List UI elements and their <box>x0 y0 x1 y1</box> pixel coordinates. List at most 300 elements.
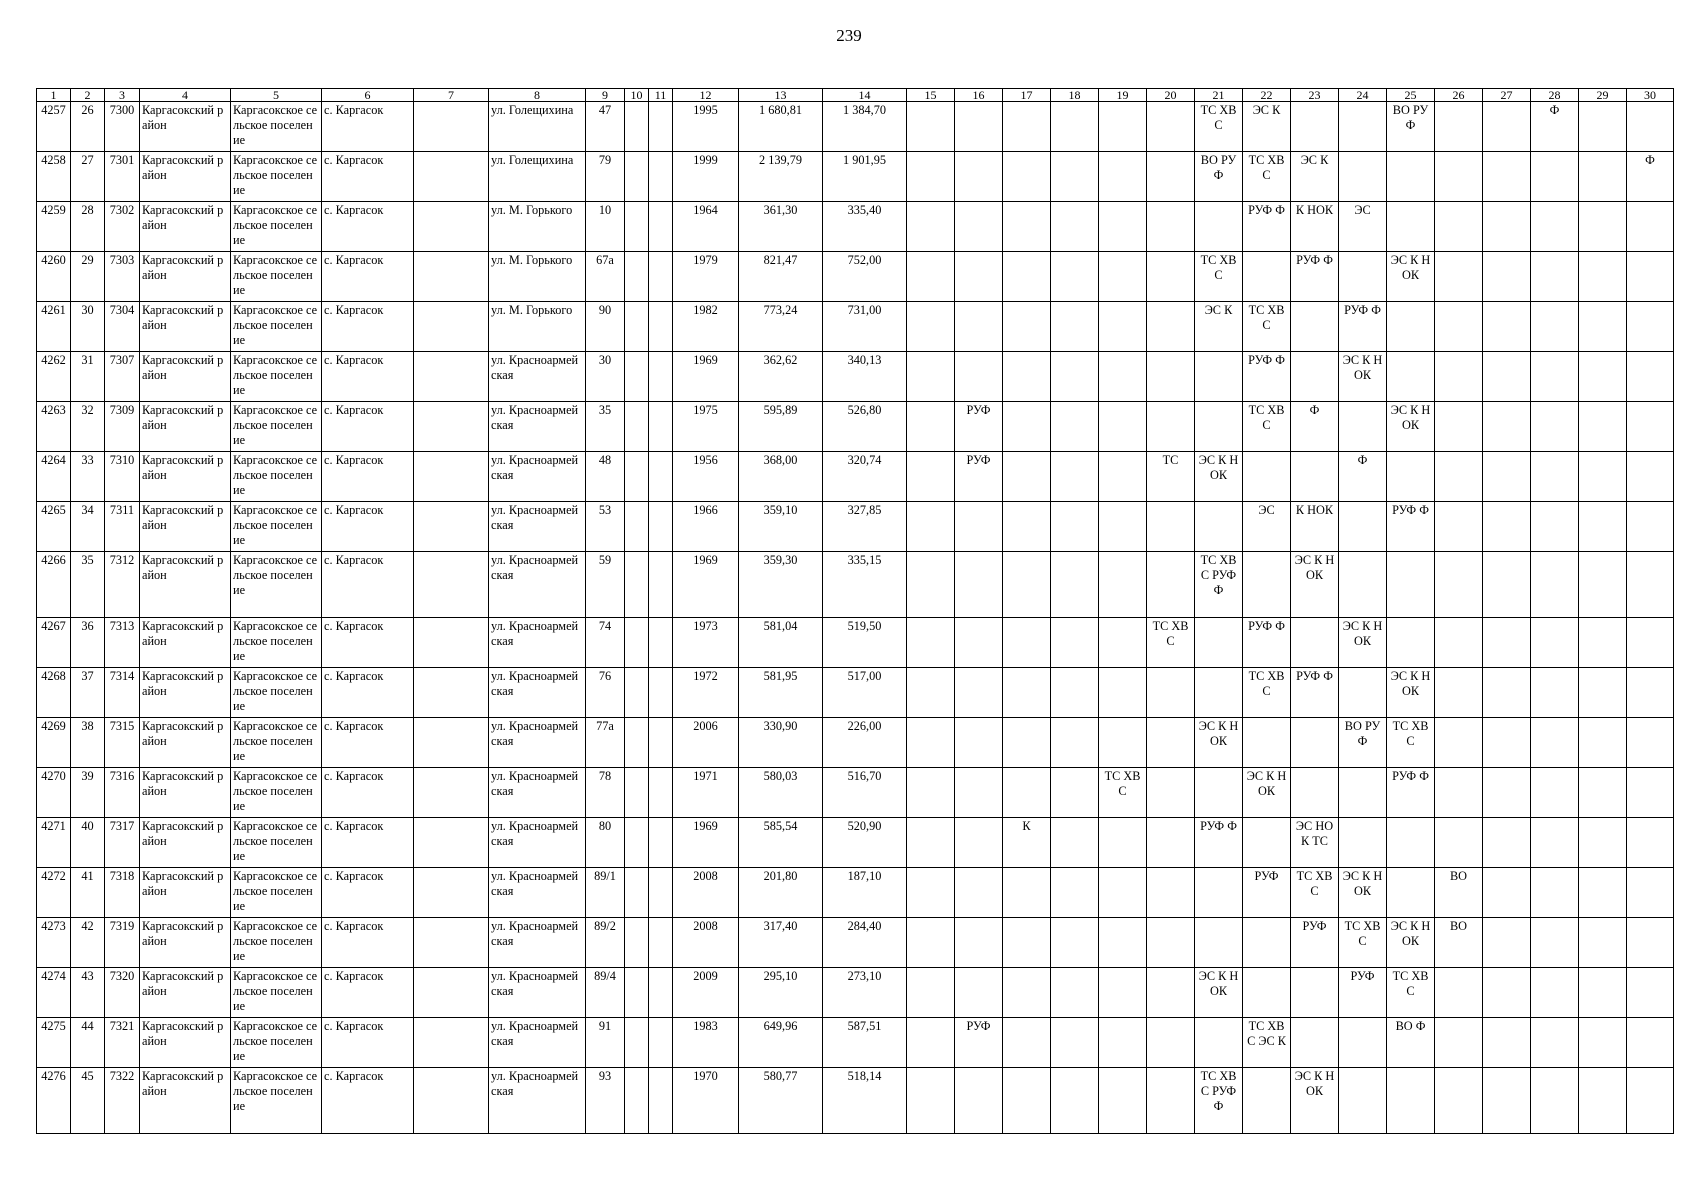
work-type-cell-col-16 <box>955 818 1003 868</box>
code-cell: 7321 <box>105 1018 140 1068</box>
empty-cell <box>649 452 673 502</box>
work-type-cell-col-16 <box>955 968 1003 1018</box>
table-row <box>37 452 1674 502</box>
index-cell: 37 <box>71 668 105 718</box>
work-type-cell-col-29 <box>1579 1018 1627 1068</box>
work-type-cell-col-28 <box>1531 1018 1579 1068</box>
empty-cell <box>649 302 673 352</box>
table-row <box>37 202 1674 252</box>
work-type-cell-col-22: РУФ Ф <box>1243 352 1291 402</box>
work-type-cell-col-20 <box>1147 718 1195 768</box>
empty-cell <box>414 302 489 352</box>
row-number-cell: 4265 <box>37 502 71 552</box>
index-cell: 34 <box>71 502 105 552</box>
total-area-cell: 368,00 <box>739 452 823 502</box>
empty-cell <box>414 252 489 302</box>
empty-cell <box>625 918 649 968</box>
total-area-cell: 359,30 <box>739 552 823 618</box>
living-area-cell: 516,70 <box>823 768 907 818</box>
work-type-cell-col-30 <box>1627 302 1674 352</box>
work-type-cell-col-30 <box>1627 252 1674 302</box>
work-type-cell-col-30 <box>1627 918 1674 968</box>
living-area-cell: 1 384,70 <box>823 102 907 152</box>
row-number-cell: 4267 <box>37 618 71 668</box>
work-type-cell-col-24: ЭС К НОК <box>1339 868 1387 918</box>
street-cell: ул. Красноармейская <box>489 868 586 918</box>
work-type-cell-col-24 <box>1339 1068 1387 1134</box>
work-type-cell-col-26 <box>1435 102 1483 152</box>
work-type-cell-col-23: К НОК <box>1291 502 1339 552</box>
work-type-cell-col-18 <box>1051 152 1099 202</box>
empty-cell <box>414 768 489 818</box>
district-cell: Каргасокский район <box>140 968 231 1018</box>
empty-cell <box>414 618 489 668</box>
work-type-cell-col-21: ВО РУФ <box>1195 152 1243 202</box>
work-type-cell-col-24: ЭС К НОК <box>1339 352 1387 402</box>
work-type-cell-col-27 <box>1483 768 1531 818</box>
house-number-cell: 67а <box>586 252 625 302</box>
work-type-cell-col-30 <box>1627 1018 1674 1068</box>
work-type-cell-col-30 <box>1627 618 1674 668</box>
district-cell: Каргасокский район <box>140 102 231 152</box>
work-type-cell-col-18 <box>1051 868 1099 918</box>
table-row <box>37 552 1674 618</box>
work-type-cell-col-26: ВО <box>1435 918 1483 968</box>
work-type-cell-col-25: ТС ХВС <box>1387 718 1435 768</box>
column-number-header: 15 <box>907 89 955 102</box>
work-type-cell-col-29 <box>1579 1068 1627 1134</box>
index-cell: 28 <box>71 202 105 252</box>
index-cell: 36 <box>71 618 105 668</box>
code-cell: 7311 <box>105 502 140 552</box>
settlement-cell: Каргасокское сельское поселение <box>231 302 322 352</box>
column-number-header: 16 <box>955 89 1003 102</box>
work-type-cell-col-19 <box>1099 818 1147 868</box>
work-type-cell-col-26 <box>1435 352 1483 402</box>
settlement-cell: Каргасокское сельское поселение <box>231 868 322 918</box>
total-area-cell: 362,62 <box>739 352 823 402</box>
work-type-cell-col-16 <box>955 502 1003 552</box>
work-type-cell-col-20 <box>1147 202 1195 252</box>
work-type-cell-col-21 <box>1195 618 1243 668</box>
empty-cell <box>649 1018 673 1068</box>
house-number-cell: 74 <box>586 618 625 668</box>
empty-cell <box>625 968 649 1018</box>
work-type-cell-col-27 <box>1483 552 1531 618</box>
locality-cell: с. Каргасок <box>322 552 414 618</box>
work-type-cell-col-23 <box>1291 968 1339 1018</box>
work-type-cell-col-18 <box>1051 502 1099 552</box>
total-area-cell: 821,47 <box>739 252 823 302</box>
work-type-cell-col-16 <box>955 1068 1003 1134</box>
row-number-cell: 4259 <box>37 202 71 252</box>
column-number-header: 19 <box>1099 89 1147 102</box>
empty-cell <box>625 818 649 868</box>
work-type-cell-col-20 <box>1147 302 1195 352</box>
work-type-cell-col-17 <box>1003 868 1051 918</box>
column-number-header: 3 <box>105 89 140 102</box>
work-type-cell-col-17 <box>1003 102 1051 152</box>
work-type-cell-col-15 <box>907 1068 955 1134</box>
living-area-cell: 518,14 <box>823 1068 907 1134</box>
work-type-cell-col-15 <box>907 502 955 552</box>
district-cell: Каргасокский район <box>140 352 231 402</box>
empty-cell <box>414 818 489 868</box>
work-type-cell-col-26 <box>1435 152 1483 202</box>
street-cell: ул. М. Горького <box>489 302 586 352</box>
work-type-cell-col-21 <box>1195 352 1243 402</box>
work-type-cell-col-22 <box>1243 552 1291 618</box>
work-type-cell-col-26 <box>1435 968 1483 1018</box>
column-number-header: 6 <box>322 89 414 102</box>
work-type-cell-col-16 <box>955 152 1003 202</box>
work-type-cell-col-19 <box>1099 1018 1147 1068</box>
district-cell: Каргасокский район <box>140 918 231 968</box>
settlement-cell: Каргасокское сельское поселение <box>231 1068 322 1134</box>
index-cell: 39 <box>71 768 105 818</box>
house-number-cell: 77а <box>586 718 625 768</box>
living-area-cell: 519,50 <box>823 618 907 668</box>
work-type-cell-col-18 <box>1051 718 1099 768</box>
year-cell: 1969 <box>673 352 739 402</box>
work-type-cell-col-30 <box>1627 868 1674 918</box>
work-type-cell-col-29 <box>1579 618 1627 668</box>
work-type-cell-col-29 <box>1579 668 1627 718</box>
work-type-cell-col-23 <box>1291 452 1339 502</box>
work-type-cell-col-20 <box>1147 768 1195 818</box>
locality-cell: с. Каргасок <box>322 1018 414 1068</box>
table-row <box>37 1068 1674 1134</box>
work-type-cell-col-28: Ф <box>1531 102 1579 152</box>
work-type-cell-col-21: ТС ХВС РУФ Ф <box>1195 1068 1243 1134</box>
work-type-cell-col-15 <box>907 968 955 1018</box>
code-cell: 7318 <box>105 868 140 918</box>
row-number-cell: 4262 <box>37 352 71 402</box>
column-number-row <box>37 89 1674 102</box>
work-type-cell-col-18 <box>1051 352 1099 402</box>
street-cell: ул. М. Горького <box>489 202 586 252</box>
settlement-cell: Каргасокское сельское поселение <box>231 402 322 452</box>
work-type-cell-col-30 <box>1627 102 1674 152</box>
work-type-cell-col-26 <box>1435 1068 1483 1134</box>
empty-cell <box>649 668 673 718</box>
work-type-cell-col-18 <box>1051 1068 1099 1134</box>
total-area-cell: 317,40 <box>739 918 823 968</box>
house-number-cell: 78 <box>586 768 625 818</box>
work-type-cell-col-28 <box>1531 718 1579 768</box>
work-type-cell-col-16 <box>955 102 1003 152</box>
empty-cell <box>414 402 489 452</box>
settlement-cell: Каргасокское сельское поселение <box>231 102 322 152</box>
code-cell: 7300 <box>105 102 140 152</box>
house-number-cell: 91 <box>586 1018 625 1068</box>
locality-cell: с. Каргасок <box>322 668 414 718</box>
index-cell: 26 <box>71 102 105 152</box>
living-area-cell: 187,10 <box>823 868 907 918</box>
row-number-cell: 4268 <box>37 668 71 718</box>
work-type-cell-col-28 <box>1531 668 1579 718</box>
column-number-header: 23 <box>1291 89 1339 102</box>
empty-cell <box>414 718 489 768</box>
column-number-header: 27 <box>1483 89 1531 102</box>
work-type-cell-col-25: ЭС К НОК <box>1387 402 1435 452</box>
work-type-cell-col-20 <box>1147 402 1195 452</box>
work-type-cell-col-22 <box>1243 918 1291 968</box>
work-type-cell-col-30 <box>1627 668 1674 718</box>
work-type-cell-col-17 <box>1003 968 1051 1018</box>
work-type-cell-col-16: РУФ <box>955 452 1003 502</box>
work-type-cell-col-17 <box>1003 202 1051 252</box>
table-row <box>37 102 1674 152</box>
column-number-header: 8 <box>489 89 586 102</box>
house-number-cell: 76 <box>586 668 625 718</box>
district-cell: Каргасокский район <box>140 868 231 918</box>
total-area-cell: 330,90 <box>739 718 823 768</box>
work-type-cell-col-25 <box>1387 552 1435 618</box>
work-type-cell-col-24 <box>1339 552 1387 618</box>
empty-cell <box>649 968 673 1018</box>
work-type-cell-col-25: РУФ Ф <box>1387 502 1435 552</box>
living-area-cell: 520,90 <box>823 818 907 868</box>
district-cell: Каргасокский район <box>140 502 231 552</box>
work-type-cell-col-21 <box>1195 918 1243 968</box>
work-type-cell-col-25: ЭС К НОК <box>1387 668 1435 718</box>
work-type-cell-col-21: ЭС К <box>1195 302 1243 352</box>
empty-cell <box>625 552 649 618</box>
street-cell: ул. Красноармейская <box>489 618 586 668</box>
work-type-cell-col-28 <box>1531 552 1579 618</box>
code-cell: 7317 <box>105 818 140 868</box>
code-cell: 7319 <box>105 918 140 968</box>
empty-cell <box>649 918 673 968</box>
column-number-header: 10 <box>625 89 649 102</box>
settlement-cell: Каргасокское сельское поселение <box>231 252 322 302</box>
empty-cell <box>649 1068 673 1134</box>
work-type-cell-col-19 <box>1099 918 1147 968</box>
work-type-cell-col-16 <box>955 352 1003 402</box>
empty-cell <box>414 1018 489 1068</box>
work-type-cell-col-27 <box>1483 502 1531 552</box>
work-type-cell-col-18 <box>1051 668 1099 718</box>
house-number-cell: 93 <box>586 1068 625 1134</box>
work-type-cell-col-25: ТС ХВС <box>1387 968 1435 1018</box>
locality-cell: с. Каргасок <box>322 502 414 552</box>
empty-cell <box>625 202 649 252</box>
table-row <box>37 968 1674 1018</box>
year-cell: 1956 <box>673 452 739 502</box>
work-type-cell-col-27 <box>1483 252 1531 302</box>
house-number-cell: 48 <box>586 452 625 502</box>
living-area-cell: 517,00 <box>823 668 907 718</box>
work-type-cell-col-19: ТС ХВС <box>1099 768 1147 818</box>
work-type-cell-col-19 <box>1099 552 1147 618</box>
work-type-cell-col-23: ЭС К НОК <box>1291 1068 1339 1134</box>
empty-cell <box>625 102 649 152</box>
work-type-cell-col-15 <box>907 102 955 152</box>
work-type-cell-col-23: РУФ <box>1291 918 1339 968</box>
living-area-cell: 587,51 <box>823 1018 907 1068</box>
index-cell: 35 <box>71 552 105 618</box>
total-area-cell: 201,80 <box>739 868 823 918</box>
locality-cell: с. Каргасок <box>322 818 414 868</box>
work-type-cell-col-24 <box>1339 668 1387 718</box>
work-type-cell-col-20 <box>1147 502 1195 552</box>
work-type-cell-col-21 <box>1195 1018 1243 1068</box>
work-type-cell-col-26 <box>1435 718 1483 768</box>
row-number-cell: 4261 <box>37 302 71 352</box>
year-cell: 1975 <box>673 402 739 452</box>
settlement-cell: Каргасокское сельское поселение <box>231 552 322 618</box>
work-type-cell-col-27 <box>1483 352 1531 402</box>
work-type-cell-col-15 <box>907 618 955 668</box>
work-type-cell-col-24 <box>1339 252 1387 302</box>
empty-cell <box>414 452 489 502</box>
work-type-cell-col-21 <box>1195 868 1243 918</box>
column-number-header: 25 <box>1387 89 1435 102</box>
row-number-cell: 4263 <box>37 402 71 452</box>
year-cell: 2009 <box>673 968 739 1018</box>
work-type-cell-col-21 <box>1195 202 1243 252</box>
empty-cell <box>649 102 673 152</box>
work-type-cell-col-22: ТС ХВС <box>1243 302 1291 352</box>
work-type-cell-col-27 <box>1483 868 1531 918</box>
work-type-cell-col-30 <box>1627 818 1674 868</box>
work-type-cell-col-20 <box>1147 1018 1195 1068</box>
column-number-header: 22 <box>1243 89 1291 102</box>
work-type-cell-col-29 <box>1579 502 1627 552</box>
work-type-cell-col-25: ВО РУФ <box>1387 102 1435 152</box>
district-cell: Каргасокский район <box>140 152 231 202</box>
work-type-cell-col-22: ТС ХВС <box>1243 152 1291 202</box>
district-cell: Каргасокский район <box>140 552 231 618</box>
work-type-cell-col-21: ТС ХВС <box>1195 102 1243 152</box>
work-type-cell-col-29 <box>1579 768 1627 818</box>
work-type-cell-col-21 <box>1195 668 1243 718</box>
work-type-cell-col-25 <box>1387 618 1435 668</box>
work-type-cell-col-21: РУФ Ф <box>1195 818 1243 868</box>
district-cell: Каргасокский район <box>140 252 231 302</box>
living-area-cell: 1 901,95 <box>823 152 907 202</box>
work-type-cell-col-21 <box>1195 768 1243 818</box>
row-number-cell: 4275 <box>37 1018 71 1068</box>
code-cell: 7315 <box>105 718 140 768</box>
street-cell: ул. Красноармейская <box>489 768 586 818</box>
empty-cell <box>414 502 489 552</box>
work-type-cell-col-29 <box>1579 718 1627 768</box>
empty-cell <box>649 402 673 452</box>
work-type-cell-col-30 <box>1627 352 1674 402</box>
column-number-header: 11 <box>649 89 673 102</box>
living-area-cell: 284,40 <box>823 918 907 968</box>
locality-cell: с. Каргасок <box>322 252 414 302</box>
work-type-cell-col-17 <box>1003 1018 1051 1068</box>
work-type-cell-col-28 <box>1531 202 1579 252</box>
street-cell: ул. Красноармейская <box>489 718 586 768</box>
locality-cell: с. Каргасок <box>322 968 414 1018</box>
work-type-cell-col-19 <box>1099 502 1147 552</box>
work-type-cell-col-18 <box>1051 768 1099 818</box>
work-type-cell-col-19 <box>1099 152 1147 202</box>
work-type-cell-col-27 <box>1483 152 1531 202</box>
district-cell: Каргасокский район <box>140 718 231 768</box>
living-area-cell: 335,40 <box>823 202 907 252</box>
work-type-cell-col-17 <box>1003 668 1051 718</box>
table-row <box>37 402 1674 452</box>
work-type-cell-col-24: ВО РУФ <box>1339 718 1387 768</box>
index-cell: 45 <box>71 1068 105 1134</box>
district-cell: Каргасокский район <box>140 202 231 252</box>
work-type-cell-col-17 <box>1003 352 1051 402</box>
work-type-cell-col-27 <box>1483 918 1531 968</box>
work-type-cell-col-27 <box>1483 102 1531 152</box>
empty-cell <box>625 868 649 918</box>
work-type-cell-col-16 <box>955 618 1003 668</box>
year-cell: 1979 <box>673 252 739 302</box>
row-number-cell: 4258 <box>37 152 71 202</box>
district-cell: Каргасокский район <box>140 452 231 502</box>
work-type-cell-col-28 <box>1531 1068 1579 1134</box>
work-type-cell-col-30 <box>1627 502 1674 552</box>
code-cell: 7307 <box>105 352 140 402</box>
year-cell: 2006 <box>673 718 739 768</box>
column-number-header: 26 <box>1435 89 1483 102</box>
house-number-cell: 89/2 <box>586 918 625 968</box>
row-number-cell: 4260 <box>37 252 71 302</box>
total-area-cell: 580,03 <box>739 768 823 818</box>
work-type-cell-col-16 <box>955 668 1003 718</box>
work-type-cell-col-22 <box>1243 1068 1291 1134</box>
work-type-cell-col-27 <box>1483 668 1531 718</box>
empty-cell <box>625 402 649 452</box>
work-type-cell-col-20 <box>1147 968 1195 1018</box>
empty-cell <box>649 818 673 868</box>
work-type-cell-col-28 <box>1531 252 1579 302</box>
locality-cell: с. Каргасок <box>322 402 414 452</box>
work-type-cell-col-25 <box>1387 202 1435 252</box>
work-type-cell-col-18 <box>1051 918 1099 968</box>
house-number-cell: 89/4 <box>586 968 625 1018</box>
work-type-cell-col-23: ЭС К НОК <box>1291 552 1339 618</box>
work-type-cell-col-15 <box>907 352 955 402</box>
locality-cell: с. Каргасок <box>322 868 414 918</box>
work-type-cell-col-17: К <box>1003 818 1051 868</box>
empty-cell <box>414 552 489 618</box>
house-number-cell: 35 <box>586 402 625 452</box>
work-type-cell-col-22: ТС ХВС ЭС К <box>1243 1018 1291 1068</box>
work-type-cell-col-26 <box>1435 768 1483 818</box>
work-type-cell-col-23 <box>1291 768 1339 818</box>
work-type-cell-col-27 <box>1483 1018 1531 1068</box>
work-type-cell-col-24 <box>1339 152 1387 202</box>
code-cell: 7303 <box>105 252 140 302</box>
column-number-header: 7 <box>414 89 489 102</box>
code-cell: 7309 <box>105 402 140 452</box>
work-type-cell-col-27 <box>1483 718 1531 768</box>
work-type-cell-col-23: ЭС НОК ТС <box>1291 818 1339 868</box>
work-type-cell-col-27 <box>1483 618 1531 668</box>
work-type-cell-col-17 <box>1003 402 1051 452</box>
work-type-cell-col-27 <box>1483 402 1531 452</box>
work-type-cell-col-29 <box>1579 352 1627 402</box>
total-area-cell: 359,10 <box>739 502 823 552</box>
work-type-cell-col-20 <box>1147 552 1195 618</box>
column-number-header: 18 <box>1051 89 1099 102</box>
empty-cell <box>649 202 673 252</box>
row-number-cell: 4269 <box>37 718 71 768</box>
work-type-cell-col-21: ЭС К НОК <box>1195 968 1243 1018</box>
work-type-cell-col-19 <box>1099 668 1147 718</box>
index-cell: 38 <box>71 718 105 768</box>
